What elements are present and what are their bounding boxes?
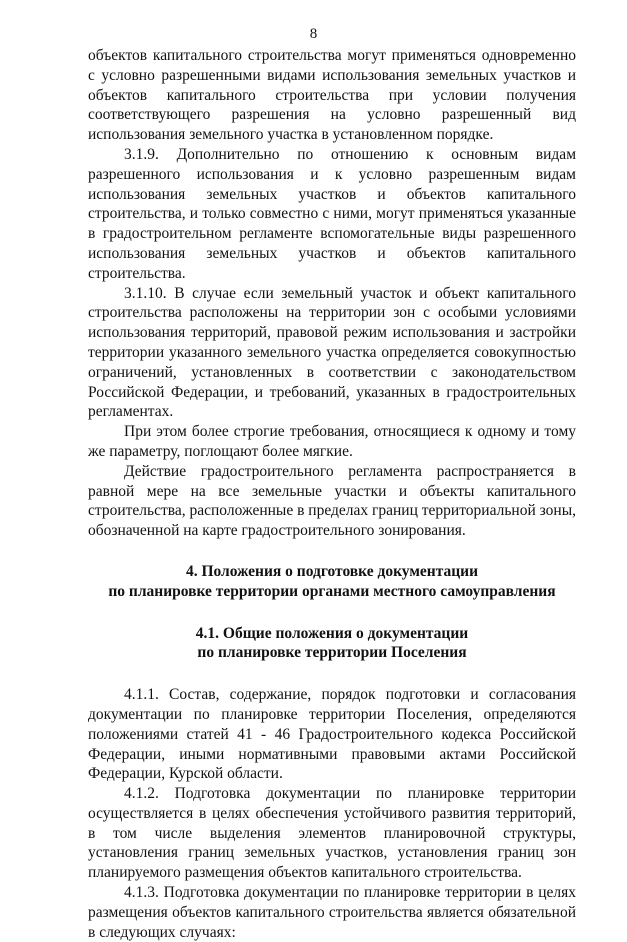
section-heading-line-2: по планировке территории органами местного самоуправления (108, 582, 556, 600)
paragraph-3-1-9: 3.1.9. Дополнительно по отношению к основным видам разрешенного использования и к условно разрешенным видам использования земельных участков и объектов капитального строительства, и только совместно с ними, могут применяться указанные в градостроительном регламенте вспомогательные виды разрешенного использования земельных участков и объектов капитального строительства. (88, 145, 576, 282)
document-body (88, 46, 576, 942)
subsection-heading-line-1: 4.1. Общие положения о документации (195, 624, 469, 642)
paragraph-stricter-requirements: При этом более строгие требования, относящиеся к одному и тому же параметру, поглощают более мягкие. (88, 423, 576, 460)
subsection-heading-line-2: по планировке территории Поселения (197, 644, 467, 662)
paragraph-regulation-scope: Действие градостроительного регламента распространяется в равной мере на все земельные участки и объекты капитального строительства, расположенные в пределах границ территориальной зоны, обозначенной на карте градостроительного зонирования. (88, 462, 576, 540)
section-heading-line-1: 4. Положения о подготовке документации (185, 562, 479, 580)
paragraph-4-1-1: 4.1.1. Состав, содержание, порядок подготовки и согласования документации по планировке территории Поселения, определяются положениями статей 41 - 46 Градостроительного кодекса Российской Федерации, иными нормативными правовыми актами Российской Федерации, Курской области. (88, 686, 576, 783)
paragraph-4-1-3: 4.1.3. Подготовка документации по планировке территории в целях размещения объектов капитального строительства является обязательной в следующих случаях: (88, 884, 576, 941)
paragraph-4-1-2: 4.1.2. Подготовка документации по планировке территории осуществляется в целях обеспечения устойчивого развития территорий, в том числе выделения элементов планировочной структуры, установления границ земельных участков, установления границ зон планируемого размещения объектов капитального строительства. (88, 785, 576, 882)
paragraph-3-1-10: 3.1.10. В случае если земельный участок и объект капитального строительства расположены на территории зон с особыми условиями использования территорий, правовой режим использования и застройки территории указанного земельного участка определяется совокупностью ограничений, установленных в соответствии с законодательством Российской Федерации, и требований, указанных в градостроительных регламентах. (88, 284, 576, 421)
paragraph-continuation: объектов капитального строительства могут применяться одновременно с условно разрешенными видами использования земельных участков и объектов капитального строительства при условии получения соответствующего разрешения на условно разрешенный вид использования земельного участка в установленном порядке. (88, 47, 576, 144)
page-number: 8 (309, 26, 318, 42)
